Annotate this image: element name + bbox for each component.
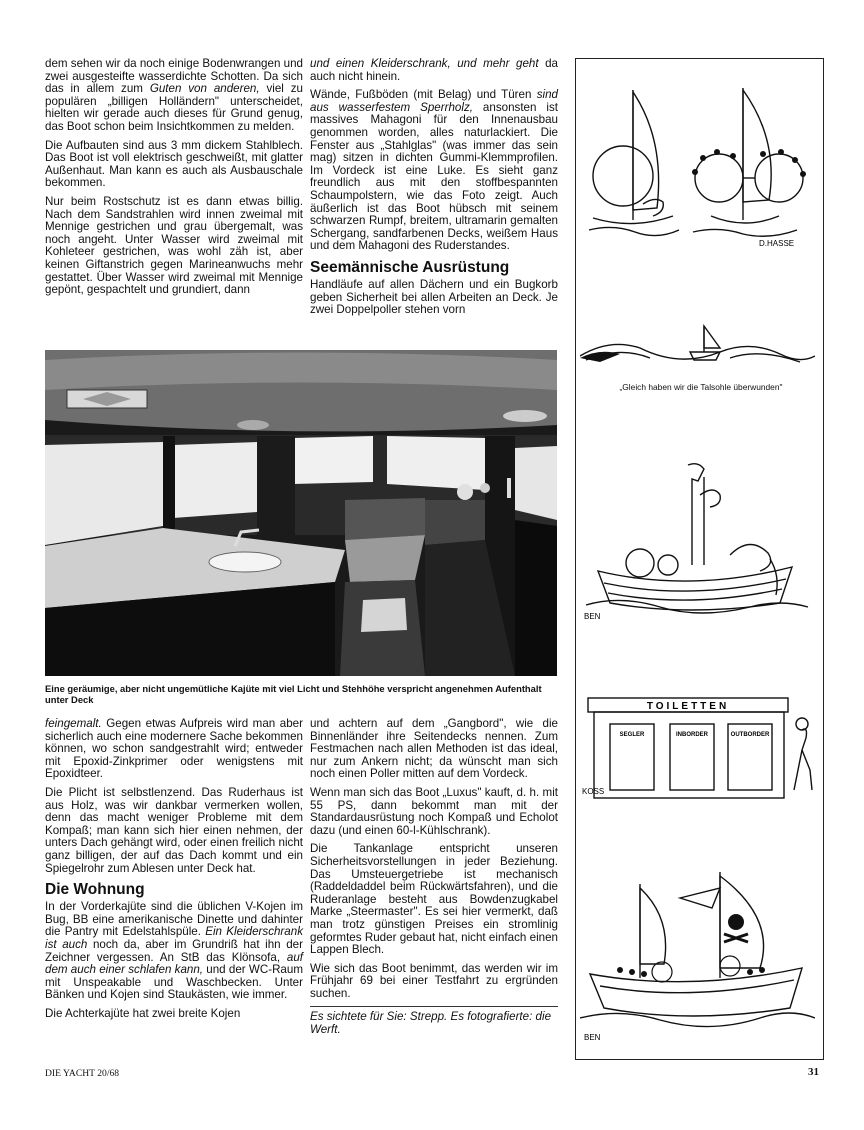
text-run: sind aus wasserfestem Sperrholz,: [310, 88, 558, 114]
sailboats-cartoon: [583, 80, 815, 250]
page-number: 31: [808, 1066, 819, 1078]
text-run: viel zu populären „billigen Holländern" unterscheidet, hielten wir gerade auch dieses für Grund genug, das Boot schon beim Insichtkommen zu melden.: [45, 82, 303, 133]
paragraph: Wenn man sich das Boot „Luxus" kauft, d. h. mit 55 PS, dann bekommt man mit der Standardausrüstung noch Kompaß und Echolot dazu (und einen 60-l-Kühlschrank).: [310, 785, 558, 837]
cabin-photo: [45, 350, 557, 676]
paragraph: Die Achterkajüte hat zwei breite Kojen: [45, 1006, 241, 1020]
paragraph: Nur beim Rostschutz ist es dann etwas billig. Nach dem Sandstrahlen wird innen zweimal mit Mennige gestrichen und grau übergemalt, was noch angeht. Unter Wasser wird zweimal mit Kohleteer gestrichen, was wohl zäh ist, aber keinen Giftanstrich gegen Marineanwuchs mehr gestattet. Über Wasser wird zweimal mit Mennige gepönt, gespachtelt und grundiert, dann: [45, 194, 303, 297]
paragraph: und achtern auf dem „Gangbord", wie die Binnenländer ihre Seitendecks nennen. Zum Festmachen nach allen Methoden ist das ideal, nur zum Ankern nicht; da wünscht man sich noch einen Poller mitten auf dem Vordeck.: [310, 717, 558, 781]
text-run: und einen Kleiderschrank, und mehr geht: [310, 57, 539, 70]
text-run: feingemalt.: [45, 717, 102, 730]
paragraph: Die Tankanlage entspricht unseren Sicherheitsvorstellungen in jeder Beziehung. Das Umsteuergetriebe ist mechanisch (Raddeldaddel beim Rückwärtsfahren), und die Ruderanlage besteht aus Bowdenzugkabel Marke „Steermaster". Es sei hier vermerkt, daß man trotz günstigen Preises ein stromlinig geformtes Ruder gebaut hat, nicht einfach einen Lappen Blech.: [310, 842, 558, 957]
article-column-4: [310, 718, 558, 1043]
text-run: Wände, Fußböden (mit Belag) und Türen: [310, 88, 537, 102]
toilets-cartoon: [580, 690, 815, 805]
text-run: In der Vorderkajüte sind die üblichen V-Kojen im Bug, BB eine amerikanische Dinette und dahinter die Pantry mit Edelstahlspüle.: [45, 900, 303, 939]
text-run: Gegen etwas Aufpreis wird man aber sicherlich auch eine modernere Sache bekommen können, wo schon sandgestrahlt wird; entweder mit Epoxid-Zinkprimer oder wenigstens mit Epoxidteer.: [45, 717, 303, 781]
pirate-ship-cartoon: [580, 868, 815, 1048]
section-heading: Seemännische Ausrüstung: [310, 258, 510, 276]
artist-signature: KOSS: [582, 787, 605, 796]
article-column-1: [45, 58, 303, 303]
article-column-3: [45, 718, 303, 1026]
divider: [310, 1006, 558, 1007]
text-run: Ein Kleiderschrank ist auch: [45, 925, 303, 951]
wave-boat-cartoon: [580, 318, 815, 380]
paragraph: Die Aufbauten sind aus 3 mm dickem Stahlblech. Das Boot ist voll elektrisch geschweißt, mit glatter Außenhaut. Man kann es auch als Ausbauschale bekommen.: [45, 138, 303, 190]
text-run: Guten von anderen,: [149, 82, 260, 96]
paragraph: [45, 901, 303, 1002]
text-run: noch da, aber im Grundriß hat ihn der Zeichner vergessen. An StB das Klönsofa,: [45, 937, 303, 964]
door-label-inborder: INBORDER: [675, 732, 709, 738]
door-label-outborder: OUTBORDER: [730, 732, 770, 738]
paragraph: Wie sich das Boot benimmt, das werden wir im Frühjahr 69 bei einer Testfahrt zu ergründen suchen.: [310, 961, 558, 1000]
door-label-segler: SEGLER: [619, 732, 645, 738]
article-column-2: [310, 58, 558, 323]
cabin-interior-illustration: [45, 350, 557, 676]
artist-signature: BEN: [584, 612, 601, 621]
paragraph: Handläufe auf allen Dächern und ein Bugkorb geben Sicherheit bei allen Arbeiten an Deck. Je zwei Doppelpoller stehen vorn: [310, 277, 558, 317]
paragraph: [310, 58, 558, 83]
photo-caption: Eine geräumige, aber nicht ungemütliche Kajüte mit viel Licht und Stehhöhe verspricht angenehmen Aufenthalt unter Deck: [45, 683, 542, 705]
paragraph: [45, 58, 303, 134]
cartoon-caption: „Gleich haben wir die Talsohle überwunden": [619, 382, 783, 392]
paragraph: [45, 718, 303, 781]
credits: Es sichtete für Sie: Strepp. Es fotografierte: die Werft.: [310, 1010, 552, 1037]
toilet-sign: TOILETTEN: [646, 701, 730, 712]
magazine-issue: DIE YACHT 20/68: [45, 1068, 120, 1079]
text-run: auf dem auch einer schlafen kann,: [45, 950, 303, 977]
section-heading: Die Wohnung: [45, 881, 145, 899]
paragraph: [310, 89, 558, 253]
text-run: dem sehen wir da noch einige Bodenwrangen und zwei ausgesteifte wasserdichte Schotten. Da sich das in allem zum: [45, 57, 303, 96]
paragraph: Die Plicht ist selbstlenzend. Das Ruderhaus ist aus Holz, was wir dankbar vermerken wollen, denn das macht weniger Probleme mit dem Kompaß; man kann sich hier einen nehmen, der unters Dach gehängt wird, oder einen freilich nicht ganz billigen, der auf das Dach kommt und ein Spiegelrohr zum Ablesen unter Deck hat.: [45, 785, 303, 875]
ark-cartoon: [580, 455, 815, 625]
text-run: und der WC-Raum mit Unspeakable und Waschbecken. Unter Bänken und Kojen sind Staukästen, wie immer.: [45, 963, 303, 1002]
artist-signature: D.HASSE: [759, 239, 795, 248]
artist-signature: BEN: [584, 1033, 601, 1042]
text-run: da auch nicht hinein.: [310, 57, 558, 83]
text-run: ansonsten ist massives Mahagoni für den Innenausbau genommen worden, alles naturlackiert. Die Fenster aus „Stahlglas" (was immer das sein mag) sitzen in dichten Gummi-Klemmprofilen. Im Vordeck ist eine Luke. Es sieht ganz freundlich aus mit den stoffbespannten Schaumpolstern, wie das Foto zeigt. Auch äußerlich ist das Boot hübsch mit seinem schwarzen Rumpf, breitem, ultramarin gemalten Schergang, sandfarbenen Decks, weißem Haus und dem Mahagoni des Ruderstandes.: [310, 100, 558, 253]
